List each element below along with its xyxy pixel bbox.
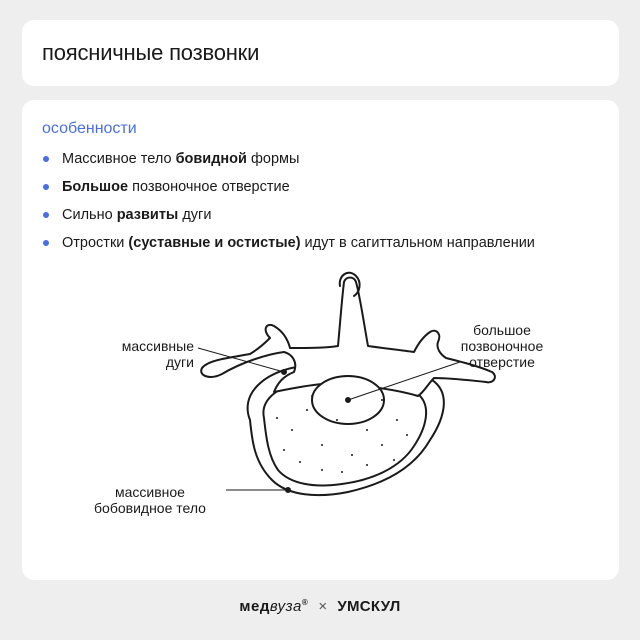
item-text: формы bbox=[246, 151, 300, 167]
label-massive-body: массивное бобовидное тело bbox=[94, 484, 206, 516]
page-title: поясничные позвонки bbox=[42, 40, 260, 65]
item-text: дуги bbox=[178, 207, 212, 223]
item-text: позвоночное отверстие bbox=[128, 179, 290, 195]
section-label: особенности bbox=[42, 120, 137, 137]
emphasis-text: Большое bbox=[62, 179, 129, 195]
brand-medvuza-logo: медвуза® bbox=[239, 598, 309, 615]
separator: × bbox=[318, 598, 328, 615]
footer-brands bbox=[0, 598, 640, 615]
emphasis-text: (суставные и остистые) bbox=[128, 235, 301, 251]
item-text: Массивное тело bbox=[62, 151, 176, 167]
content-card bbox=[22, 100, 619, 580]
emphasis-text: бовидной bbox=[175, 151, 247, 167]
item-text: идут в сагиттальном направлении bbox=[300, 235, 535, 251]
item-text: Сильно bbox=[62, 207, 117, 223]
title-card bbox=[22, 20, 619, 86]
brand-umskul-logo: УМСКУЛ bbox=[337, 598, 401, 615]
label-large-foramen: большое позвоночное отверстие bbox=[460, 322, 544, 370]
label-massive-arches: массивные дуги bbox=[121, 338, 194, 370]
emphasis-text: развиты bbox=[116, 207, 179, 223]
item-text: Отростки bbox=[62, 235, 129, 251]
